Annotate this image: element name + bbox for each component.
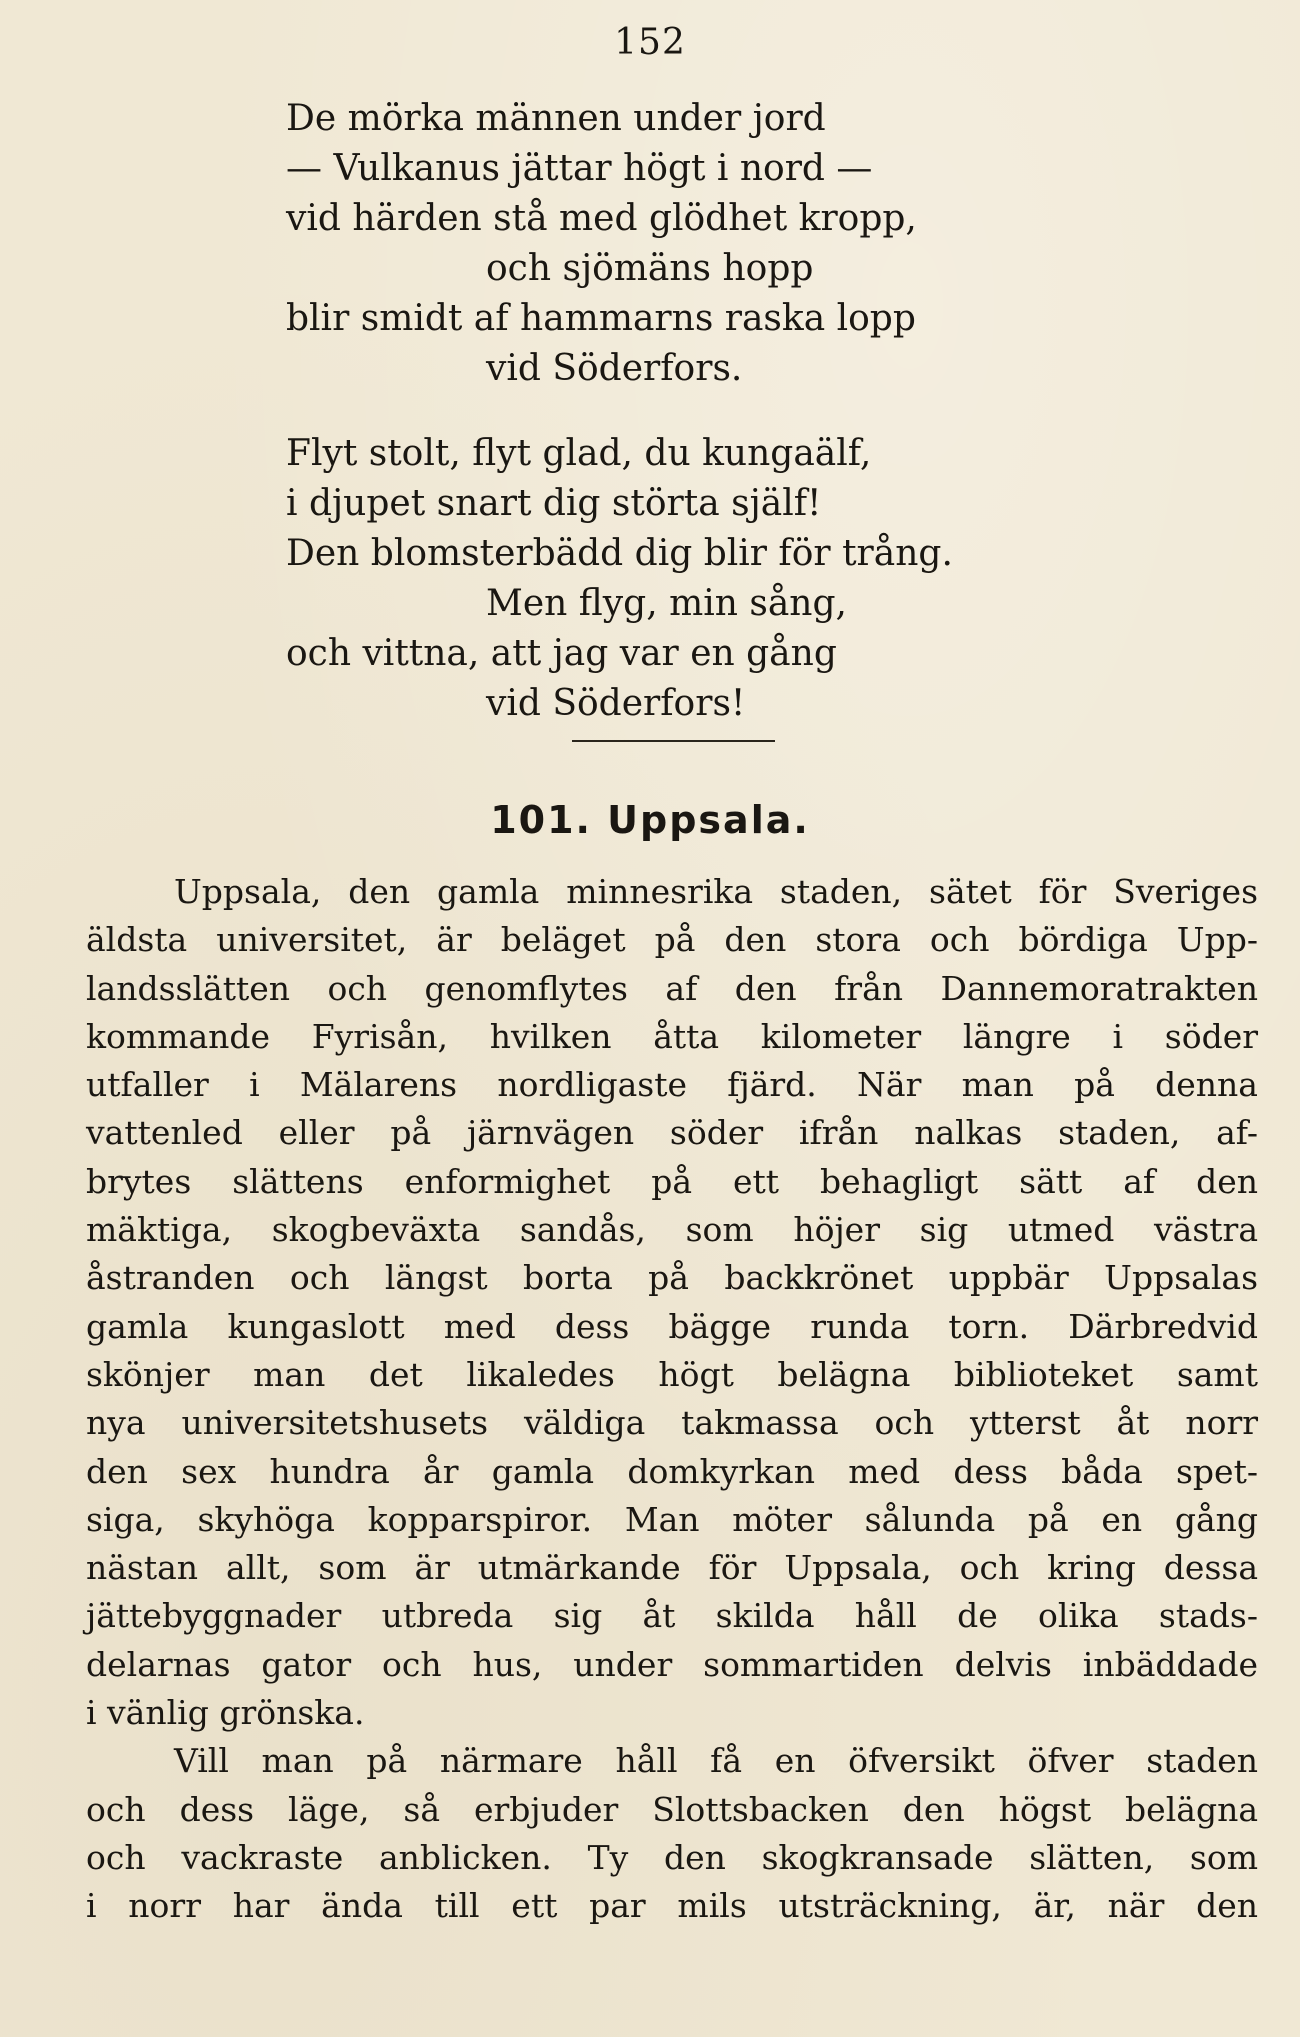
poem-line: Men flyg, min sång,	[486, 583, 847, 624]
text-line: nästan allt, som är utmärkande för Uppsala, och kring dessa	[86, 1548, 1258, 1588]
poem-line: vid härden stå med glödhet kropp,	[286, 198, 917, 239]
text-line: utfaller i Mälarens nordligaste fjärd. När man på denna	[86, 1065, 1258, 1105]
section-divider	[572, 740, 775, 742]
text-line: siga, skyhöga kopparspiror. Man möter sålunda på en gång	[86, 1499, 1258, 1539]
text-line: i norr har ända till ett par mils utsträckning, är, när den	[86, 1886, 1258, 1926]
text-line: landsslätten och genomflytes af den från Dannemoratrakten	[86, 968, 1258, 1008]
text-line: i vänlig grönska.	[86, 1693, 365, 1733]
poem-line: vid Söderfors.	[486, 348, 743, 389]
text-line: Uppsala, den gamla minnesrika staden, sätet för Sveriges	[174, 872, 1258, 911]
paragraph-1	[86, 868, 1258, 1737]
text-line: och vackraste anblicken. Ty den skogkransade slätten, som	[86, 1837, 1258, 1877]
text-line: och dess läge, så erbjuder Slottsbacken den högst belägna	[86, 1789, 1258, 1829]
text-line: vattenled eller på järnvägen söder ifrån nalkas staden, af-	[86, 1113, 1258, 1153]
poem-stanza-2	[0, 429, 1300, 729]
section-heading: 101. Uppsala.	[490, 798, 810, 842]
text-line: gamla kungaslott med dess bägge runda torn. Därbredvid	[86, 1306, 1258, 1346]
poem-line: — Vulkanus jättar högt i nord —	[286, 148, 873, 189]
poem	[0, 94, 1300, 764]
poem-line: blir smidt af hammarns raska lopp	[286, 298, 916, 339]
poem-line: De mörka männen under jord	[286, 98, 826, 139]
poem-line: och sjömäns hopp	[486, 248, 814, 289]
text-line: delarnas gator och hus, under sommartiden delvis inbäddade	[86, 1644, 1258, 1684]
text-line: den sex hundra år gamla domkyrkan med dess båda spet-	[86, 1451, 1258, 1491]
poem-line: Flyt stolt, flyt glad, du kungaälf,	[286, 433, 872, 474]
text-line: kommande Fyrisån, hvilken åtta kilometer längre i söder	[86, 1016, 1258, 1056]
paragraph-2	[86, 1737, 1258, 1930]
text-line: jättebyggnader utbreda sig åt skilda håll de olika stads-	[86, 1596, 1258, 1636]
poem-stanza-1	[0, 94, 1300, 394]
text-line: äldsta universitet, är beläget på den stora och bördiga Upp-	[86, 920, 1258, 960]
text-line: nya universitetshusets väldiga takmassa och ytterst åt norr	[86, 1403, 1258, 1443]
text-line: Vill man på närmare håll få en öfversikt öfver staden	[174, 1741, 1258, 1781]
text-line: mäktiga, skogbeväxta sandås, som höjer sig utmed västra	[86, 1210, 1258, 1250]
text-line: brytes slättens enformighet på ett behagligt sätt af den	[86, 1161, 1258, 1201]
poem-line: i djupet snart dig störta själf!	[286, 483, 822, 524]
text-line: åstranden och längst borta på backkrönet uppbär Uppsalas	[86, 1258, 1258, 1298]
page-number: 152	[614, 22, 686, 63]
poem-line: och vittna, att jag var en gång	[286, 633, 837, 674]
body-text	[86, 868, 1258, 1931]
text-line: skönjer man det likaledes högt belägna biblioteket samt	[86, 1354, 1258, 1394]
poem-line: Den blomsterbädd dig blir för trång.	[286, 533, 953, 574]
poem-line: vid Söderfors!	[486, 683, 746, 724]
